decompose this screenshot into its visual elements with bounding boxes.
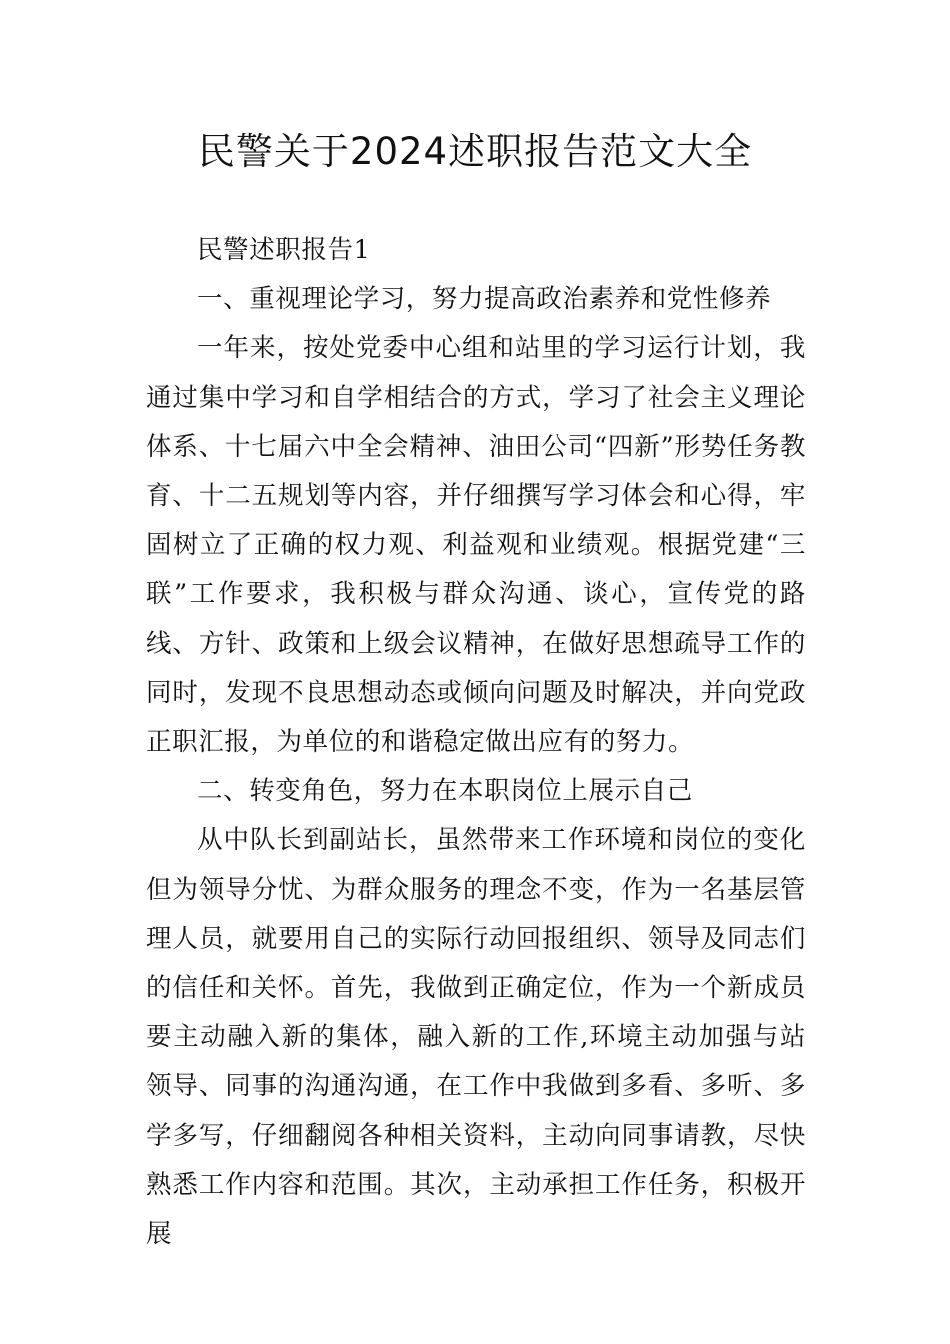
report-heading: 民警述职报告1 [197,235,371,265]
section-heading-2: 二、转变角色，努力在本职岗位上展示自己 [197,776,693,807]
body-paragraph-2: 从中队长到副站长，虽然带来工作环境和岗位的变化但为领导分忧、为群众服务的理念不变，作为一名基层管理人员，就要用自己的实际行动回报组织、领导及同志们的信任和关怀。首先，我做到正确定位，作为一个新成员要主动融入新的集体，融入新的工作,环境主动加强与站领导、同事的沟通沟通，在工作中我做到多看、多听、多学多写，仔细翻阅各种相关资料，主动向同事请教，尽快熟悉工作内容和范围。其次，主动承担工作任务，积极开展 [146,825,806,1250]
body-paragraph-1: 一年来，按处党委中心组和站里的学习运行计划，我通过集中学习和自学相结合的方式，学习了社会主义理论体系、十七届六中全会精神、油田公司“四新”形势任务教育、十二五规划等内容，并仔细撰写学习体会和心得，牢固树立了正确的权力观、利益观和业绩观。根据党建“三联”工作要求，我积极与群众沟通、谈心，宣传党的路线、方针、政策和上级会议精神，在做好思想疏导工作的同时，发现不良思想动态或倾向问题及时解决，并向党政正职汇报，为单位的和谐稳定做出应有的努力。 [146,333,806,758]
document-body [146,226,806,1259]
document-title: 民警关于2024述职报告范文大全 [197,130,753,173]
section-heading-1: 一、重视理论学习，努力提高政治素养和党性修养 [197,284,772,315]
